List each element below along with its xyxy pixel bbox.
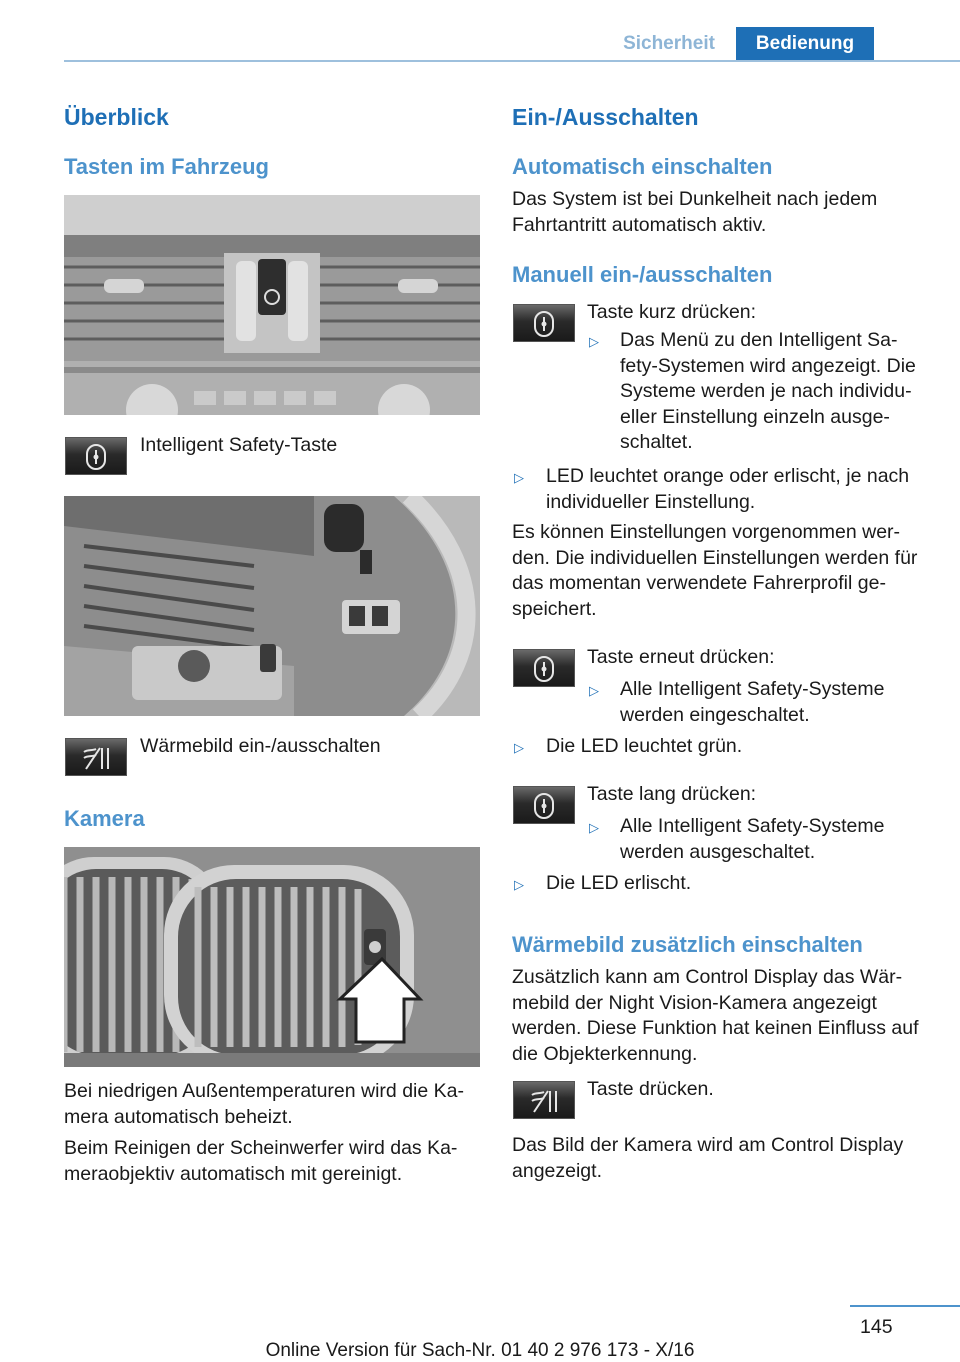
camera-display-text: Das Bild der Kamera wird am Control Display angezeigt. — [512, 1134, 904, 1182]
section-heading-buttons: Tasten im Fahrzeug — [64, 154, 269, 179]
short-press-result-1: Das Menü zu den Intelligent Sa-fety-Systemen wird angezeigt. Die Systeme werden je nach individu-eller Einstellung einzeln ausge-schaltet. — [620, 329, 916, 453]
bullet-arrow-icon: ▷ — [514, 740, 524, 755]
heading-manual-on-off: Manuell ein-/ausschalten — [512, 262, 773, 287]
dashboard-vents-photo — [64, 195, 480, 415]
footer-rule — [850, 1305, 960, 1307]
short-press-result-2: LED leuchtet orange oder erlischt, je nach individueller Einstellung. — [546, 465, 910, 513]
thermal-image-button-icon — [65, 738, 127, 776]
camera-heating-text: Bei niedrigen Außentemperaturen wird die Ka-mera automatisch beheizt. — [64, 1080, 464, 1128]
page-number: 145 — [860, 1316, 893, 1338]
caption-thermal-button: Wärmebild ein-/ausschalten — [140, 735, 381, 757]
light-switch-photo — [64, 496, 480, 716]
long-press-result-2: Die LED erlischt. — [546, 872, 692, 894]
camera-cleaning-text: Beim Reinigen der Scheinwerfer wird das Ka-meraobjektiv automatisch mit gereinigt. — [64, 1137, 458, 1185]
instruction-press-short: Taste kurz drücken: — [587, 301, 757, 323]
settings-text: Es können Einstellungen vorgenommen wer-den. Die individuellen Einstellungen werden für das momentan verwendete Fahrerprofil ge-speichert. — [512, 521, 918, 620]
safety-button-icon — [513, 304, 575, 342]
camera-grille-photo — [64, 847, 480, 1067]
caption-safety-button: Intelligent Safety-Taste — [140, 434, 338, 456]
header-rule — [64, 60, 960, 62]
instruction-press: Taste drücken. — [587, 1078, 714, 1100]
bullet-arrow-icon: ▷ — [514, 470, 524, 485]
page-title: Überblick — [64, 104, 169, 130]
safety-button-icon — [513, 649, 575, 687]
safety-button-icon — [513, 786, 575, 824]
bullet-arrow-icon: ▷ — [589, 820, 599, 835]
section-heading-camera: Kamera — [64, 806, 145, 831]
section-tab-sicherheit[interactable]: Sicherheit — [623, 33, 715, 54]
section-tab-bedienung[interactable]: Bedienung — [736, 27, 874, 61]
safety-button-icon — [65, 437, 127, 475]
bullet-arrow-icon: ▷ — [589, 683, 599, 698]
heading-auto-on: Automatisch einschalten — [512, 154, 773, 179]
instruction-press-again: Taste erneut drücken: — [587, 646, 775, 668]
auto-on-text: Das System ist bei Dunkelheit nach jedem Fahrtantritt automatisch aktiv. — [512, 188, 878, 236]
heading-on-off: Ein-/Ausschalten — [512, 104, 699, 130]
long-press-result-1: Alle Intelligent Safety-Systeme werden ausgeschaltet. — [620, 815, 885, 863]
footer-version: Online Version für Sach-Nr. 01 40 2 976 173 - X/16 — [265, 1340, 695, 1361]
thermal-image-button-icon — [513, 1081, 575, 1119]
bullet-arrow-icon: ▷ — [589, 334, 599, 349]
press-again-result-1: Alle Intelligent Safety-Systeme werden eingeschaltet. — [620, 678, 885, 726]
press-again-result-2: Die LED leuchtet grün. — [546, 735, 743, 757]
heading-thermal-image: Wärmebild zusätzlich einschalten — [512, 932, 863, 957]
instruction-press-long: Taste lang drücken: — [587, 783, 757, 805]
bullet-arrow-icon: ▷ — [514, 877, 524, 892]
thermal-image-text: Zusätzlich kann am Control Display das Wär-mebild der Night Vision-Kamera angezeigt werden. Diese Funktion hat keinen Einfluss auf die Objekterkennung. — [512, 966, 919, 1065]
